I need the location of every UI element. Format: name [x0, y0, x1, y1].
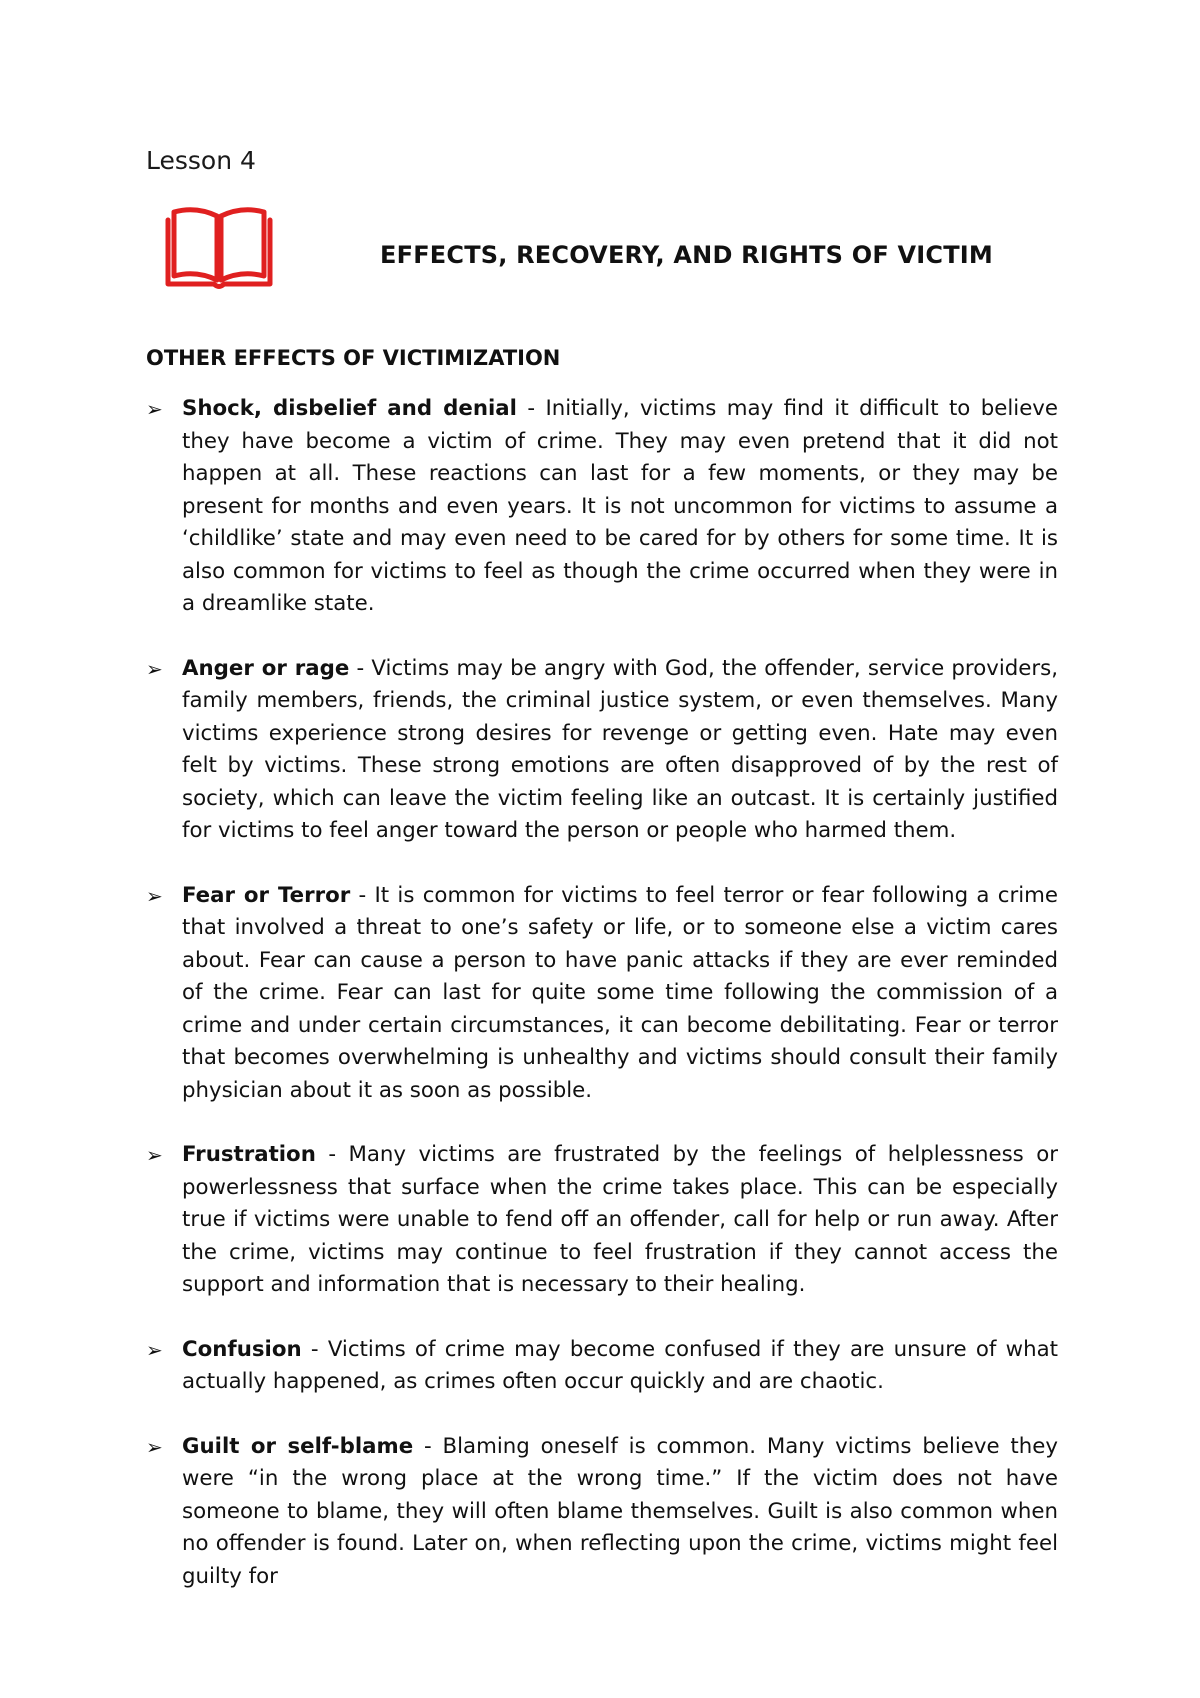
list-item — [146, 653, 1058, 848]
effect-paragraph — [182, 1431, 1058, 1594]
open-book-icon — [164, 206, 274, 290]
bullet-arrow-icon: ➢ — [146, 397, 163, 421]
list-item — [146, 1334, 1058, 1399]
effect-description: Initially, victims may find it difficult to believe they have become a victim of crime. They may even pretend that it did not happen at all. These reactions can last for a few moments, or they may be present for months and even years. It is not uncommon for victims to assume a ‘childlike’ state and may even need to be cared for by others for some time. It is also common for victims to feel as though the crime occurred when they were in a dreamlike state. — [182, 396, 1058, 616]
effect-separator: - — [413, 1433, 443, 1459]
effect-description: Victims may be angry with God, the offender, service providers, family members, friends, the criminal justice system, or even themselves. Many victims experience strong desires for revenge or getting even. Hate may even felt by victims. These strong emotions are often disapproved of by the rest of society, which can leave the victim feeling like an outcast. It is certainly justified for victims to feel anger toward the person or people who harmed them. — [182, 655, 1058, 843]
list-item — [146, 880, 1058, 1108]
effect-separator: - — [516, 396, 546, 421]
bullet-arrow-icon: ➢ — [146, 656, 163, 681]
bullet-arrow-icon: ➢ — [146, 1143, 163, 1167]
bullet-arrow-icon: ➢ — [146, 883, 163, 908]
bullet-arrow-icon: ➢ — [146, 1434, 163, 1459]
list-item — [146, 393, 1058, 621]
effect-description: It is common for victims to feel terror or fear following a crime that involved a threat to one’s safety or life, or to someone else a victim cares about. Fear can cause a person to have panic attacks if they are ever reminded of the crime. Fear can last for quite some time following the commission of a crime and under certain circumstances, it can become debilitating. Fear or terror that becomes overwhelming is unhealthy and victims should consult their family physician about it as soon as possible. — [182, 882, 1058, 1103]
effect-term: Guilt or self-blame — [182, 1433, 414, 1459]
list-item — [146, 1139, 1058, 1302]
effect-separator: - — [350, 882, 375, 908]
effect-term: Anger or rage — [182, 655, 350, 681]
effect-description: Many victims are frustrated by the feelings of helplessness or powerlessness that surface when the crime takes place. This can be especially true if victims were unable to fend off an offender, call for help or run away. After the crime, victims may continue to feel frustration if they cannot access the support and information that is necessary to their healing. — [182, 1142, 1059, 1297]
document-title: EFFECTS, RECOVERY, AND RIGHTS OF VICTIM — [380, 241, 993, 269]
effect-separator: - — [315, 1142, 349, 1167]
lesson-label: Lesson 4 — [146, 146, 256, 175]
effects-list — [146, 393, 1058, 1625]
section-heading: OTHER EFFECTS OF VICTIMIZATION — [146, 346, 561, 370]
bullet-arrow-icon: ➢ — [146, 1337, 163, 1362]
effect-paragraph — [182, 393, 1058, 621]
effect-term: Frustration — [182, 1142, 316, 1167]
effect-paragraph — [182, 880, 1058, 1108]
effect-term: Shock, disbelief and denial — [182, 396, 517, 421]
effect-paragraph — [182, 653, 1058, 848]
effect-paragraph — [182, 1139, 1058, 1302]
effect-separator: - — [349, 655, 372, 681]
effect-description: Blaming oneself is common. Many victims believe they were “in the wrong place at the wrong time.” If the victim does not have someone to blame, they will often blame themselves. Guilt is also common when no offender is found. Later on, when reflecting upon the crime, victims might feel guilty for — [182, 1433, 1058, 1589]
effect-description: Victims of crime may become confused if they are unsure of what actually happened, as crimes often occur quickly and are chaotic. — [182, 1336, 1058, 1394]
list-item — [146, 1431, 1058, 1594]
effect-separator: - — [301, 1336, 328, 1362]
effect-term: Fear or Terror — [182, 882, 351, 908]
effect-paragraph — [182, 1334, 1058, 1399]
effect-term: Confusion — [182, 1336, 302, 1362]
